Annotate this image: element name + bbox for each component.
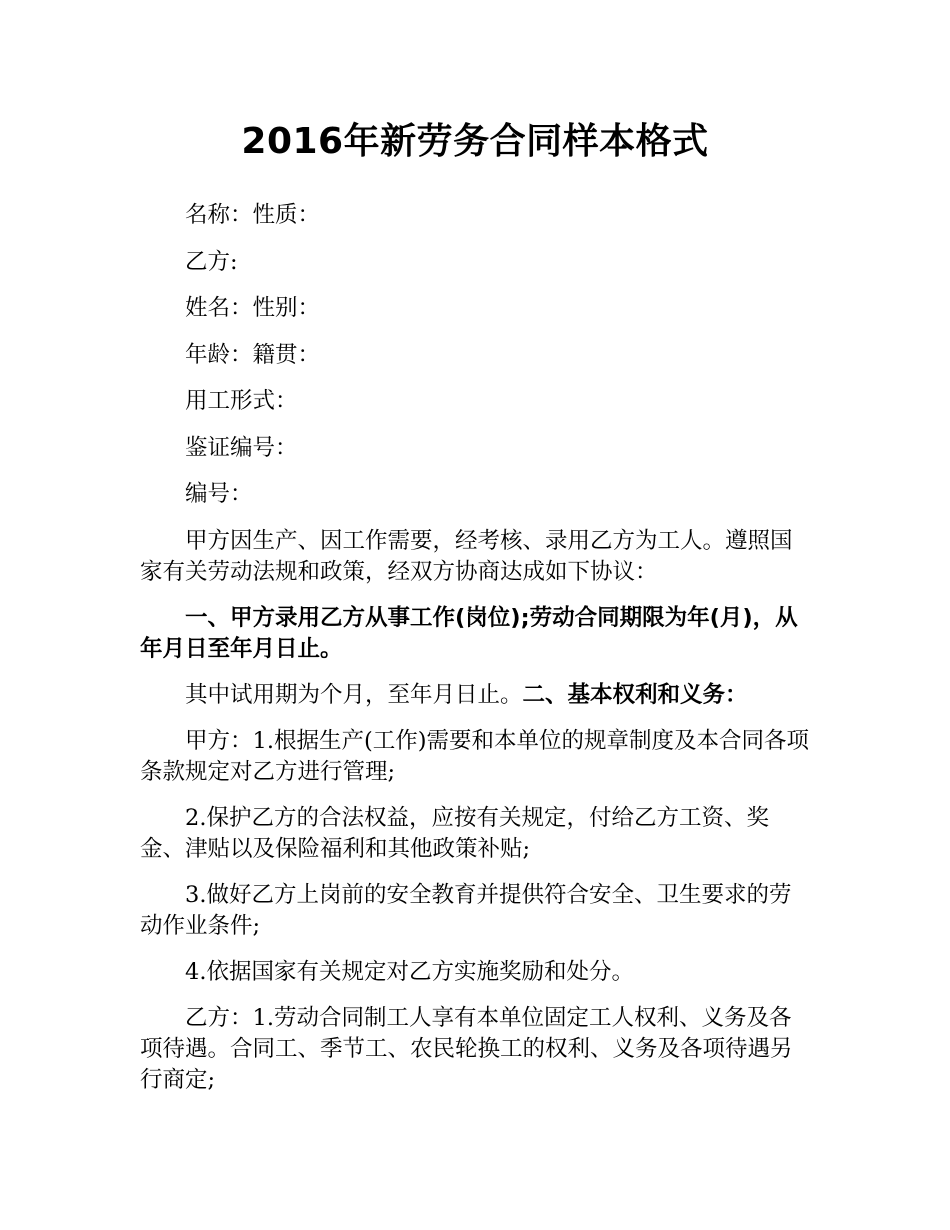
- document-title: 2016年新劳务合同样本格式: [241, 121, 709, 162]
- party-b-item-1: 乙方：1.劳动合同制工人享有本单位固定工人权利、义务及各项待遇。合同工、季节工、农民轮换工的权利、义务及各项待遇另行商定;: [140, 1004, 793, 1093]
- probation-text: 其中试用期为个月，至年月日止。: [185, 681, 523, 708]
- party-a-item-2: 2.保护乙方的合法权益，应按有关规定，付给乙方工资、奖金、津贴以及保险福利和其他政策补贴;: [140, 804, 769, 862]
- party-a-item-4: 4.依据国家有关规定对乙方实施奖励和处分。: [185, 958, 634, 985]
- field-employment-form: 用工形式：: [185, 388, 298, 414]
- probation-paragraph: [140, 680, 810, 711]
- party-a-item-1: 甲方：1.根据生产(工作)需要和本单位的规章制度及本合同各项条款规定对乙方进行管理;: [140, 727, 810, 785]
- field-party-b: 乙方:: [185, 248, 238, 275]
- party-a-item-3: 3.做好乙方上岗前的安全教育并提供符合安全、卫生要求的劳动作业条件;: [140, 881, 792, 939]
- field-verification-number: 鉴证编号：: [185, 434, 298, 461]
- intro-paragraph: 甲方因生产、因工作需要，经考核、录用乙方为工人。遵照国家有关劳动法规和政策，经双方协商达成如下协议：: [140, 527, 793, 585]
- clause-1: 一、甲方录用乙方从事工作(岗位);劳动合同期限为年(月)，从年月日至年月日止。: [140, 604, 798, 662]
- field-name-nature: 名称：性质：: [185, 202, 321, 228]
- document-body: [140, 200, 810, 1111]
- clause-2-heading: 二、基本权利和义务：: [522, 681, 748, 708]
- field-age-origin: 年龄：籍贯：: [185, 341, 321, 368]
- field-name-gender: 姓名：性别：: [185, 295, 321, 321]
- field-number: 编号：: [185, 481, 253, 507]
